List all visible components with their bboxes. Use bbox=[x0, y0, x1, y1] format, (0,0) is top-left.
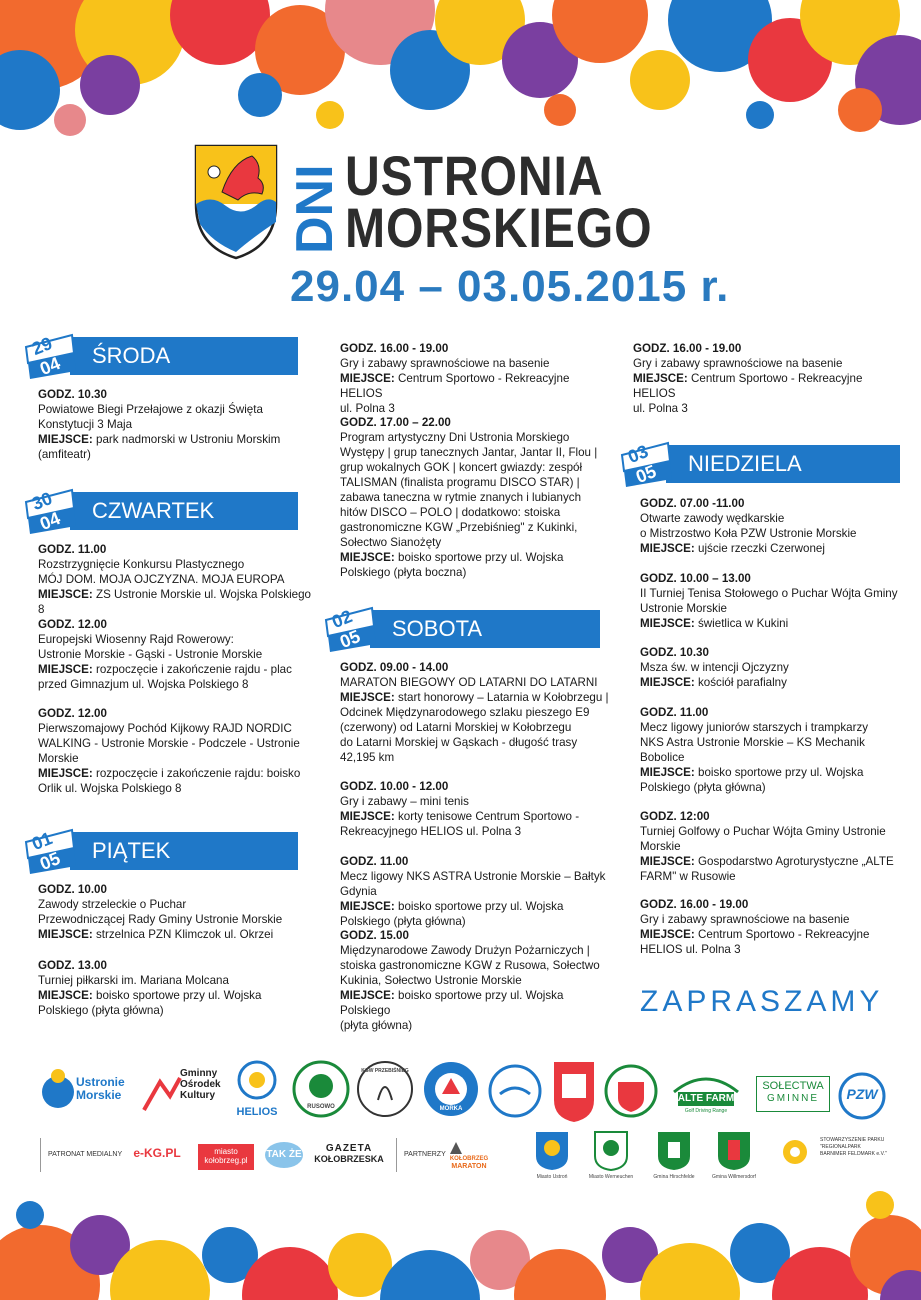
event-time: GODZ. 16.00 - 19.00 bbox=[640, 898, 749, 911]
place-label: MIEJSCE: bbox=[640, 766, 695, 779]
event-place: Gospodarstwo Agroturystyczne „ALTE bbox=[698, 855, 894, 868]
day-name: SOBOTA bbox=[370, 610, 600, 648]
place-label: MIEJSCE: bbox=[340, 691, 395, 704]
regionalpark-text bbox=[820, 1137, 910, 1158]
event-place: boisko sportowe przy ul. Wojska bbox=[96, 989, 262, 1002]
event-place: HELIOS ul. Polna 3 bbox=[640, 943, 741, 956]
place-label: MIEJSCE: bbox=[340, 551, 395, 564]
logo-text: kołobrzeg.pl bbox=[204, 1156, 248, 1165]
event-desc: II Turniej Tenisa Stołowego o Puchar Wójta Gminy bbox=[640, 587, 898, 600]
event-time: GODZ. 10.00 – 13.00 bbox=[640, 572, 751, 585]
event-desc: Otwarte zawody wędkarskie bbox=[640, 512, 785, 525]
place-label: MIEJSCE: bbox=[340, 372, 395, 385]
logo-text: KGW PRZEBIŚNIEG bbox=[361, 1068, 409, 1074]
dni-label bbox=[282, 150, 342, 260]
event-desc: Morskie bbox=[640, 840, 681, 853]
event-desc: Europejski Wiosenny Rajd Rowerowy: bbox=[38, 633, 234, 646]
place-label: MIEJSCE: bbox=[38, 767, 93, 780]
event-time: GODZ. 13.00 bbox=[38, 959, 107, 972]
event-place: ujście rzeczki Czerwonej bbox=[698, 542, 825, 555]
event-desc: Ustronie Morskie - Gąski - Ustronie Morskie bbox=[38, 648, 263, 661]
event-time: GODZ. 17.00 – 22.00 bbox=[340, 416, 451, 429]
day-header-sroda bbox=[22, 332, 298, 380]
event-desc: Turniej Golfowy o Puchar Wójta Gminy Ustronie bbox=[640, 825, 886, 838]
event-time: GODZ. 12.00 bbox=[38, 618, 107, 631]
logo-text: GAZETA bbox=[325, 1143, 373, 1154]
logo-gazeta bbox=[314, 1144, 384, 1168]
day-header-piatek bbox=[22, 827, 298, 875]
logo-alte-farm bbox=[664, 1062, 748, 1118]
event-item bbox=[340, 854, 615, 929]
event-item bbox=[640, 645, 910, 690]
event-place: boisko sportowe przy ul. Wojska Polskiego bbox=[340, 989, 564, 1017]
event-place: strzelnica PZN Klimczok ul. Okrzei bbox=[96, 928, 274, 941]
date-month: 04 bbox=[36, 352, 64, 380]
event-place: Odcinek Międzynarodowego szlaku pieszego E9 bbox=[340, 706, 590, 719]
media-label: PATRONAT MEDIALNY bbox=[48, 1151, 123, 1158]
event-item bbox=[38, 542, 313, 617]
event-desc: Msza św. w intencji Ojczyzny bbox=[640, 661, 789, 674]
event-desc: stoiska gastronomiczne KGW z Rusowa, Sołectwo bbox=[340, 959, 600, 972]
event-desc: WALKING - Ustronie Morskie - Podczele - Ustronie bbox=[38, 737, 300, 750]
event-desc: Przewodniczącej Rady Gminy Ustronie Morskie bbox=[38, 913, 283, 926]
event-desc: Bobolice bbox=[640, 751, 685, 764]
event-desc: Mecz ligowy juniorów starszych i trampkarzy bbox=[640, 721, 869, 734]
place-label: MIEJSCE: bbox=[38, 928, 93, 941]
logo-text: KOŁOBRZEG bbox=[449, 1156, 489, 1162]
event-desc: Międzynarodowe Zawody Drużyn Pożarniczych | bbox=[340, 944, 590, 957]
event-item bbox=[340, 415, 615, 580]
place-label: MIEJSCE: bbox=[633, 372, 688, 385]
bottom-ornament bbox=[0, 1175, 921, 1300]
event-time: GODZ. 10.00 - 12.00 bbox=[340, 780, 449, 793]
event-place: do Latarni Morskiej w Gąskach - długość trasy bbox=[340, 736, 578, 749]
logo-text: e-KG.PL bbox=[133, 1146, 181, 1160]
event-desc: Występy | grup tanecznych Jantar, Jantar II, Flou | bbox=[340, 446, 598, 459]
event-time: GODZ. 11.00 bbox=[340, 855, 409, 868]
logo-miasto bbox=[198, 1144, 254, 1170]
event-place: park nadmorski w Ustroniu Morskim bbox=[96, 433, 281, 446]
event-place: (czerwony) od Latarni Morskiej w Kołobrzegu bbox=[340, 721, 572, 734]
place-label: MIEJSCE: bbox=[38, 433, 93, 446]
event-item bbox=[340, 341, 615, 416]
logo-ustronie-morskie bbox=[40, 1062, 132, 1122]
event-desc: gastronomiczne KGW „Przebiśnieg" z Kukinki, bbox=[340, 521, 578, 534]
event-time: GODZ. 11.00 bbox=[640, 706, 709, 719]
logo-pzw bbox=[838, 1072, 886, 1120]
event-time: GODZ. 10.00 bbox=[38, 883, 107, 896]
event-time: GODZ. 16.00 - 19.00 bbox=[340, 342, 449, 355]
logo-maraton bbox=[446, 1138, 492, 1172]
top-ornament bbox=[0, 0, 921, 140]
event-place: Centrum Sportowo - Rekreacyjne HELIOS bbox=[340, 372, 570, 400]
event-place: rozpoczęcie i zakończenie rajdu - plac bbox=[96, 663, 292, 676]
event-place: Rekreacyjnego HELIOS ul. Polna 3 bbox=[340, 825, 522, 838]
event-place: Centrum Sportowo - Rekreacyjne bbox=[698, 928, 870, 941]
logo-text: Miasto Ustroń bbox=[536, 1174, 568, 1180]
event-item bbox=[340, 928, 615, 1033]
logo-text: Kultury bbox=[180, 1090, 215, 1101]
event-desc: Sołectwo Sianożęty bbox=[340, 536, 442, 549]
event-desc: Zawody strzeleckie o Puchar bbox=[38, 898, 187, 911]
logo-helios bbox=[226, 1058, 288, 1124]
event-desc: MÓJ DOM. MOJA OJCZYZNA. MOJA EUROPA bbox=[38, 573, 285, 586]
logo-text: RUSOWO bbox=[307, 1104, 335, 1110]
event-item bbox=[340, 660, 615, 765]
date-day: 01 bbox=[28, 827, 56, 855]
date-month: 04 bbox=[36, 507, 64, 535]
event-desc: Gry i zabawy – mini tenis bbox=[340, 795, 469, 808]
event-desc: Gry i zabawy sprawnościowe na basenie bbox=[633, 357, 843, 370]
event-desc: TALISMAN (finalista programu DISCO STAR) | bbox=[340, 476, 580, 489]
day-name: ŚRODA bbox=[70, 337, 298, 375]
event-place: kościół parafialny bbox=[698, 676, 787, 689]
date-day: 30 bbox=[28, 487, 56, 515]
logo-text: STOWARZYSZENIE PARKU bbox=[820, 1137, 885, 1143]
logo-takze bbox=[264, 1140, 304, 1170]
date-month: 05 bbox=[632, 460, 660, 488]
day-header-czwartek bbox=[22, 487, 298, 535]
date-month: 05 bbox=[36, 847, 64, 875]
logo-text: Gmina Hirschfelde bbox=[653, 1174, 695, 1180]
logo-fishing bbox=[604, 1058, 658, 1124]
event-desc: Morskie bbox=[38, 752, 79, 765]
event-desc: Gdynia bbox=[340, 885, 377, 898]
event-desc: Program artystyczny Dni Ustronia Morskiego bbox=[340, 431, 570, 444]
logo-text: MORKA bbox=[439, 1106, 463, 1112]
event-place: ZS Ustronie Morskie ul. Wojska Polskiego 8 bbox=[38, 588, 311, 616]
event-place: boisko sportowe przy ul. Wojska bbox=[398, 551, 564, 564]
event-desc: zabawa taneczna w rytmie znanych i lubianych bbox=[340, 491, 582, 504]
event-item bbox=[633, 341, 908, 416]
date-month: 05 bbox=[336, 625, 364, 653]
logo-text: BARNIMER FELDMARK e.V." bbox=[820, 1151, 887, 1157]
event-desc: Powiatowe Biegi Przełajowe z okazji Święta bbox=[38, 403, 263, 416]
event-time: GODZ. 07.00 -11.00 bbox=[640, 497, 745, 510]
event-item bbox=[38, 958, 313, 1018]
event-place: (płyta główna) bbox=[340, 1019, 413, 1032]
event-place: korty tenisowe Centrum Sportowo - bbox=[398, 810, 580, 823]
place-label: MIEJSCE: bbox=[38, 663, 93, 676]
logo-lok bbox=[552, 1060, 596, 1124]
coat-of-arms bbox=[192, 142, 280, 262]
logo-text: "REGIONALPARK bbox=[820, 1144, 861, 1150]
logo-text: KOŁOBRZESKA bbox=[314, 1154, 384, 1164]
day-name: CZWARTEK bbox=[70, 492, 298, 530]
event-place: start honorowy – Latarnia w Kołobrzegu | bbox=[398, 691, 609, 704]
event-item bbox=[38, 882, 313, 942]
event-place: ul. Polna 3 bbox=[340, 402, 395, 415]
place-label: MIEJSCE: bbox=[640, 617, 695, 630]
logo-kgw bbox=[356, 1060, 414, 1118]
event-place: Polskiego (płyta główna) bbox=[340, 915, 466, 928]
event-desc: Gry i zabawy sprawnościowe na basenie bbox=[640, 913, 850, 926]
event-place: Polskiego (płyta główna) bbox=[640, 781, 766, 794]
logo-text: Miasto Werneuchen bbox=[588, 1174, 634, 1180]
logo-text: SOŁECTWA bbox=[762, 1080, 824, 1092]
event-item bbox=[38, 387, 308, 462]
event-place: przed Gimnazjum ul. Wojska Polskiego 8 bbox=[38, 678, 249, 691]
event-desc: grup wokalnych GOK | koncert gwiazdy: zespół bbox=[340, 461, 583, 474]
place-label: MIEJSCE: bbox=[640, 855, 695, 868]
place-label: MIEJSCE: bbox=[640, 676, 695, 689]
logo-text: TAK ŻE bbox=[266, 1149, 302, 1160]
place-label: MIEJSCE: bbox=[38, 989, 93, 1002]
logo-solectwa bbox=[756, 1076, 830, 1112]
logo-text: Gmina Willmersdorf bbox=[712, 1174, 756, 1180]
event-desc: MARATON BIEGOWY OD LATARNI DO LATARNI bbox=[340, 676, 598, 689]
event-item bbox=[38, 706, 313, 796]
place-label: MIEJSCE: bbox=[38, 588, 93, 601]
event-time: GODZ. 16.00 - 19.00 bbox=[633, 342, 742, 355]
logo-straz bbox=[422, 1060, 480, 1120]
event-time: GODZ. 10.30 bbox=[640, 646, 709, 659]
logo-text: Morskie bbox=[76, 1088, 122, 1102]
logo-gok bbox=[140, 1062, 220, 1122]
event-item bbox=[340, 779, 615, 839]
logo-text: PZW bbox=[846, 1086, 878, 1102]
day-name: PIĄTEK bbox=[70, 832, 298, 870]
event-item bbox=[640, 897, 910, 957]
logo-regionalpark bbox=[770, 1130, 820, 1174]
event-place: FARM" w Rusowie bbox=[640, 870, 736, 883]
event-time: GODZ. 12.00 bbox=[38, 707, 107, 720]
event-time: GODZ. 11.00 bbox=[38, 543, 107, 556]
title-line-2: MORSKIEGO bbox=[345, 196, 653, 259]
date-badge bbox=[22, 488, 78, 536]
event-place: Polskiego (płyta główna) bbox=[38, 1004, 164, 1017]
date-badge bbox=[618, 441, 674, 489]
divider bbox=[396, 1138, 397, 1172]
logo-text: GMINNE bbox=[767, 1093, 819, 1104]
event-desc: Konstytucji 3 Maja bbox=[38, 418, 133, 431]
place-label: MIEJSCE: bbox=[640, 542, 695, 555]
event-desc: Mecz ligowy NKS ASTRA Ustronie Morskie – Bałtyk bbox=[340, 870, 606, 883]
logo-text: Gminny bbox=[180, 1068, 218, 1079]
event-place: 42,195 km bbox=[340, 751, 395, 764]
logo-rusowo bbox=[292, 1060, 350, 1118]
event-desc: Gry i zabawy sprawnościowe na basenie bbox=[340, 357, 550, 370]
logo-marina bbox=[488, 1064, 542, 1118]
event-time: GODZ. 15.00 bbox=[340, 929, 409, 942]
event-place: Centrum Sportowo - Rekreacyjne HELIOS bbox=[633, 372, 863, 400]
event-item bbox=[38, 617, 313, 692]
event-desc: Rozstrzygnięcie Konkursu Plastycznego bbox=[38, 558, 245, 571]
day-header-niedziela bbox=[618, 440, 900, 488]
date-day: 02 bbox=[328, 605, 356, 633]
event-desc: NKS Astra Ustronie Morskie – KS Mechanik bbox=[640, 736, 865, 749]
event-item bbox=[640, 571, 910, 631]
day-name: NIEDZIELA bbox=[666, 445, 900, 483]
dni-text: DNI bbox=[286, 164, 342, 254]
event-place: rozpoczęcie i zakończenie rajdu: boisko bbox=[96, 767, 301, 780]
logo-text: Ustronie bbox=[76, 1075, 125, 1089]
event-desc: Kukinia, Sołectwo Ustronie Morskie bbox=[340, 974, 522, 987]
logo-text: miasto bbox=[214, 1147, 238, 1156]
event-desc: Ustronie Morskie bbox=[640, 602, 727, 615]
event-desc: Pierwszomajowy Pochód Kijkowy RAJD NORDIC bbox=[38, 722, 292, 735]
event-place: boisko sportowe przy ul. Wojska bbox=[698, 766, 864, 779]
event-place: Polskiego (płyta boczna) bbox=[340, 566, 467, 579]
partners-label: PARTNERZY bbox=[404, 1151, 446, 1158]
date-day: 29 bbox=[28, 332, 56, 360]
place-label: MIEJSCE: bbox=[340, 900, 395, 913]
date-badge bbox=[22, 828, 78, 876]
day-header-sobota bbox=[322, 605, 600, 653]
event-desc: hitów DISCO – POLO | dodatkowo: stoiska bbox=[340, 506, 561, 519]
event-place: boisko sportowe przy ul. Wojska bbox=[398, 900, 564, 913]
date-day: 03 bbox=[624, 440, 652, 468]
event-item bbox=[640, 496, 910, 556]
place-label: MIEJSCE: bbox=[640, 928, 695, 941]
event-desc: Turniej piłkarski im. Mariana Molcana bbox=[38, 974, 229, 987]
logo-ekg bbox=[128, 1146, 186, 1168]
event-place: ul. Polna 3 bbox=[633, 402, 688, 415]
title-line-1: USTRONIA bbox=[345, 144, 604, 207]
event-desc: o Mistrzostwo Koła PZW Ustronie Morskie bbox=[640, 527, 857, 540]
logo-text: MARATON bbox=[451, 1163, 487, 1170]
logo-text: ALTE FARM bbox=[677, 1093, 735, 1104]
place-label: MIEJSCE: bbox=[340, 810, 395, 823]
logo-text: Ośrodek bbox=[180, 1079, 221, 1090]
place-label: MIEJSCE: bbox=[340, 989, 395, 1002]
closing-invite: ZAPRASZAMY bbox=[640, 985, 884, 1018]
logo-text: Golf Driving Range bbox=[684, 1108, 728, 1114]
event-place: świetlica w Kukini bbox=[698, 617, 789, 630]
date-badge bbox=[22, 333, 78, 381]
event-place: (amfiteatr) bbox=[38, 448, 91, 461]
event-dates: 29.04 – 03.05.2015 r. bbox=[290, 262, 730, 311]
event-item bbox=[640, 705, 910, 795]
event-time: GODZ. 12:00 bbox=[640, 810, 710, 823]
divider bbox=[40, 1138, 41, 1172]
event-time: GODZ. 10.30 bbox=[38, 388, 107, 401]
event-item bbox=[640, 809, 910, 884]
event-place: Orlik ul. Wojska Polskiego 8 bbox=[38, 782, 182, 795]
event-time: GODZ. 09.00 - 14.00 bbox=[340, 661, 449, 674]
date-badge bbox=[322, 606, 378, 654]
logo-text: HELIOS bbox=[236, 1106, 278, 1118]
